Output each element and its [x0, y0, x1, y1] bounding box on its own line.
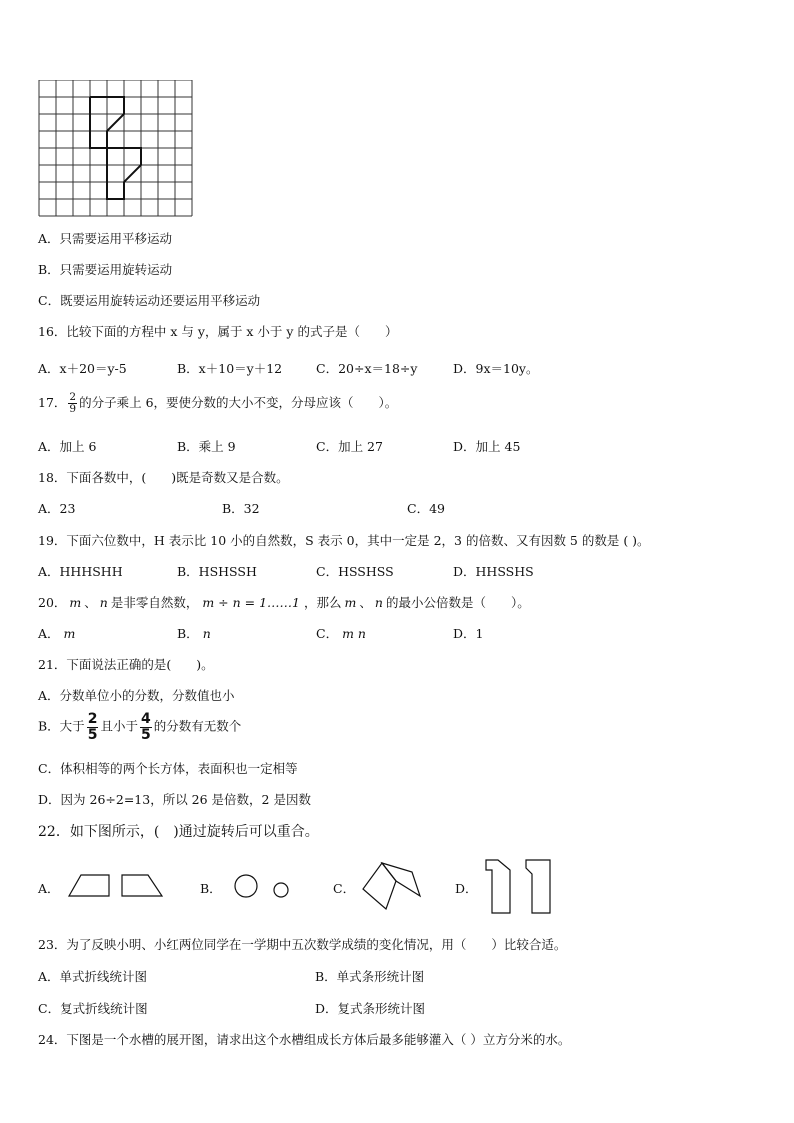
q15-option-a[interactable]: A．只需要运用平移运动 [38, 231, 173, 246]
q16-stem: 16．比较下面的方程中 x 与 y，属于 x 小于 y 的式子是（ ） [38, 324, 398, 339]
q22-option-b-circles [230, 870, 294, 902]
q23-option-b[interactable]: B．单式条形统计图 [315, 969, 425, 984]
q17-stem-text: 的分子乘上 6，要使分数的大小不变，分母应该（ ）。 [79, 395, 398, 411]
q22-option-c-kites [356, 858, 428, 914]
q23-option-d[interactable]: D．复式条形统计图 [315, 1001, 426, 1016]
q16-option-c[interactable]: C．20÷x＝18÷y [316, 361, 418, 376]
q23-stem: 23．为了反映小明、小红两位同学在一学期中五次数学成绩的变化情况，用（ ）比较合适。 [38, 937, 567, 952]
grid-figure [38, 80, 194, 218]
q21-fraction-2-5: $\frac{2}{5}$ [87, 711, 98, 743]
q17-option-d[interactable]: D．加上 45 [453, 439, 521, 454]
q20-option-a[interactable]: A． m [38, 626, 76, 641]
q19-option-b[interactable]: B．HSHSSH [177, 564, 257, 579]
q20-stem: 20． m 、 n 是非零自然数， m ÷ n = 1……1 ，那么 m 、 n 的最小公倍数是（ ）。 [38, 595, 530, 610]
q22-option-d-shapes [480, 856, 556, 916]
q21-option-b[interactable]: B．大于 $\frac{2}{5}$ 且小于 $\frac{4}{5}$ 的分数有无数个 [38, 711, 242, 743]
q17-stem [38, 392, 397, 415]
q19-option-a[interactable]: A．HHHSHH [38, 564, 123, 579]
q19-option-c[interactable]: C．HSSHSS [316, 564, 394, 579]
q20-expression: m ÷ n = 1……1 [202, 595, 301, 610]
q17-option-b[interactable]: B．乘上 9 [177, 439, 236, 454]
q19-option-d[interactable]: D．HHSSHS [453, 564, 534, 579]
q21-option-c[interactable]: C．体积相等的两个长方体，表面积也一定相等 [38, 761, 298, 776]
q20-option-d[interactable]: D．1 [453, 626, 484, 641]
q22-option-a-trapezoids [66, 870, 166, 900]
q21-stem: 21．下面说法正确的是( )。 [38, 657, 214, 672]
q17-number: 17． [38, 395, 67, 411]
q22-option-d-label[interactable]: D． [455, 881, 478, 896]
q20-option-b[interactable]: B． n [177, 626, 211, 641]
q16-option-d[interactable]: D．9x＝10y。 [453, 361, 539, 376]
q18-option-a[interactable]: A．23 [38, 501, 76, 516]
q24-stem: 24．下图是一个水槽的展开图，请求出这个水槽组成长方体后最多能够灌入（ ）立方分米的水。 [38, 1032, 571, 1047]
q17-option-a[interactable]: A．加上 6 [38, 439, 97, 454]
q22-option-c-label[interactable]: C． [333, 881, 356, 896]
q19-stem: 19．下面六位数中，H 表示比 10 小的自然数，S 表示 0，其中一定是 2，3 的倍数、又有因数 5 的数是 ( )。 [38, 533, 650, 548]
q15-option-b[interactable]: B．只需要运用旋转运动 [38, 262, 173, 277]
q21-option-d[interactable]: D．因为 26÷2=13，所以 26 是倍数，2 是因数 [38, 792, 311, 807]
q22-option-b-label[interactable]: B． [200, 881, 222, 896]
q18-option-c[interactable]: C．49 [407, 501, 445, 516]
q21-option-a[interactable]: A．分数单位小的分数，分数值也小 [38, 688, 235, 703]
q20-option-c[interactable]: C． m n [316, 626, 366, 641]
q17-fraction: $\frac{2}{9}$ [69, 391, 77, 416]
q22-stem: 22．如下图所示，( )通过旋转后可以重合。 [38, 824, 319, 840]
q18-stem: 18．下面各数中，( )既是奇数又是合数。 [38, 470, 289, 485]
q16-option-b[interactable]: B．x＋10＝y＋12 [177, 361, 283, 376]
q18-option-b[interactable]: B．32 [222, 501, 260, 516]
q21-fraction-4-5: $\frac{4}{5}$ [140, 711, 151, 743]
q23-option-c[interactable]: C．复式折线统计图 [38, 1001, 148, 1016]
q23-option-a[interactable]: A．单式折线统计图 [38, 969, 148, 984]
q15-option-c[interactable]: C．既要运用旋转运动还要运用平移运动 [38, 293, 261, 308]
q22-option-a-label[interactable]: A． [38, 881, 60, 896]
q17-option-c[interactable]: C．加上 27 [316, 439, 383, 454]
q16-option-a[interactable]: A．x＋20＝y-5 [38, 361, 127, 376]
